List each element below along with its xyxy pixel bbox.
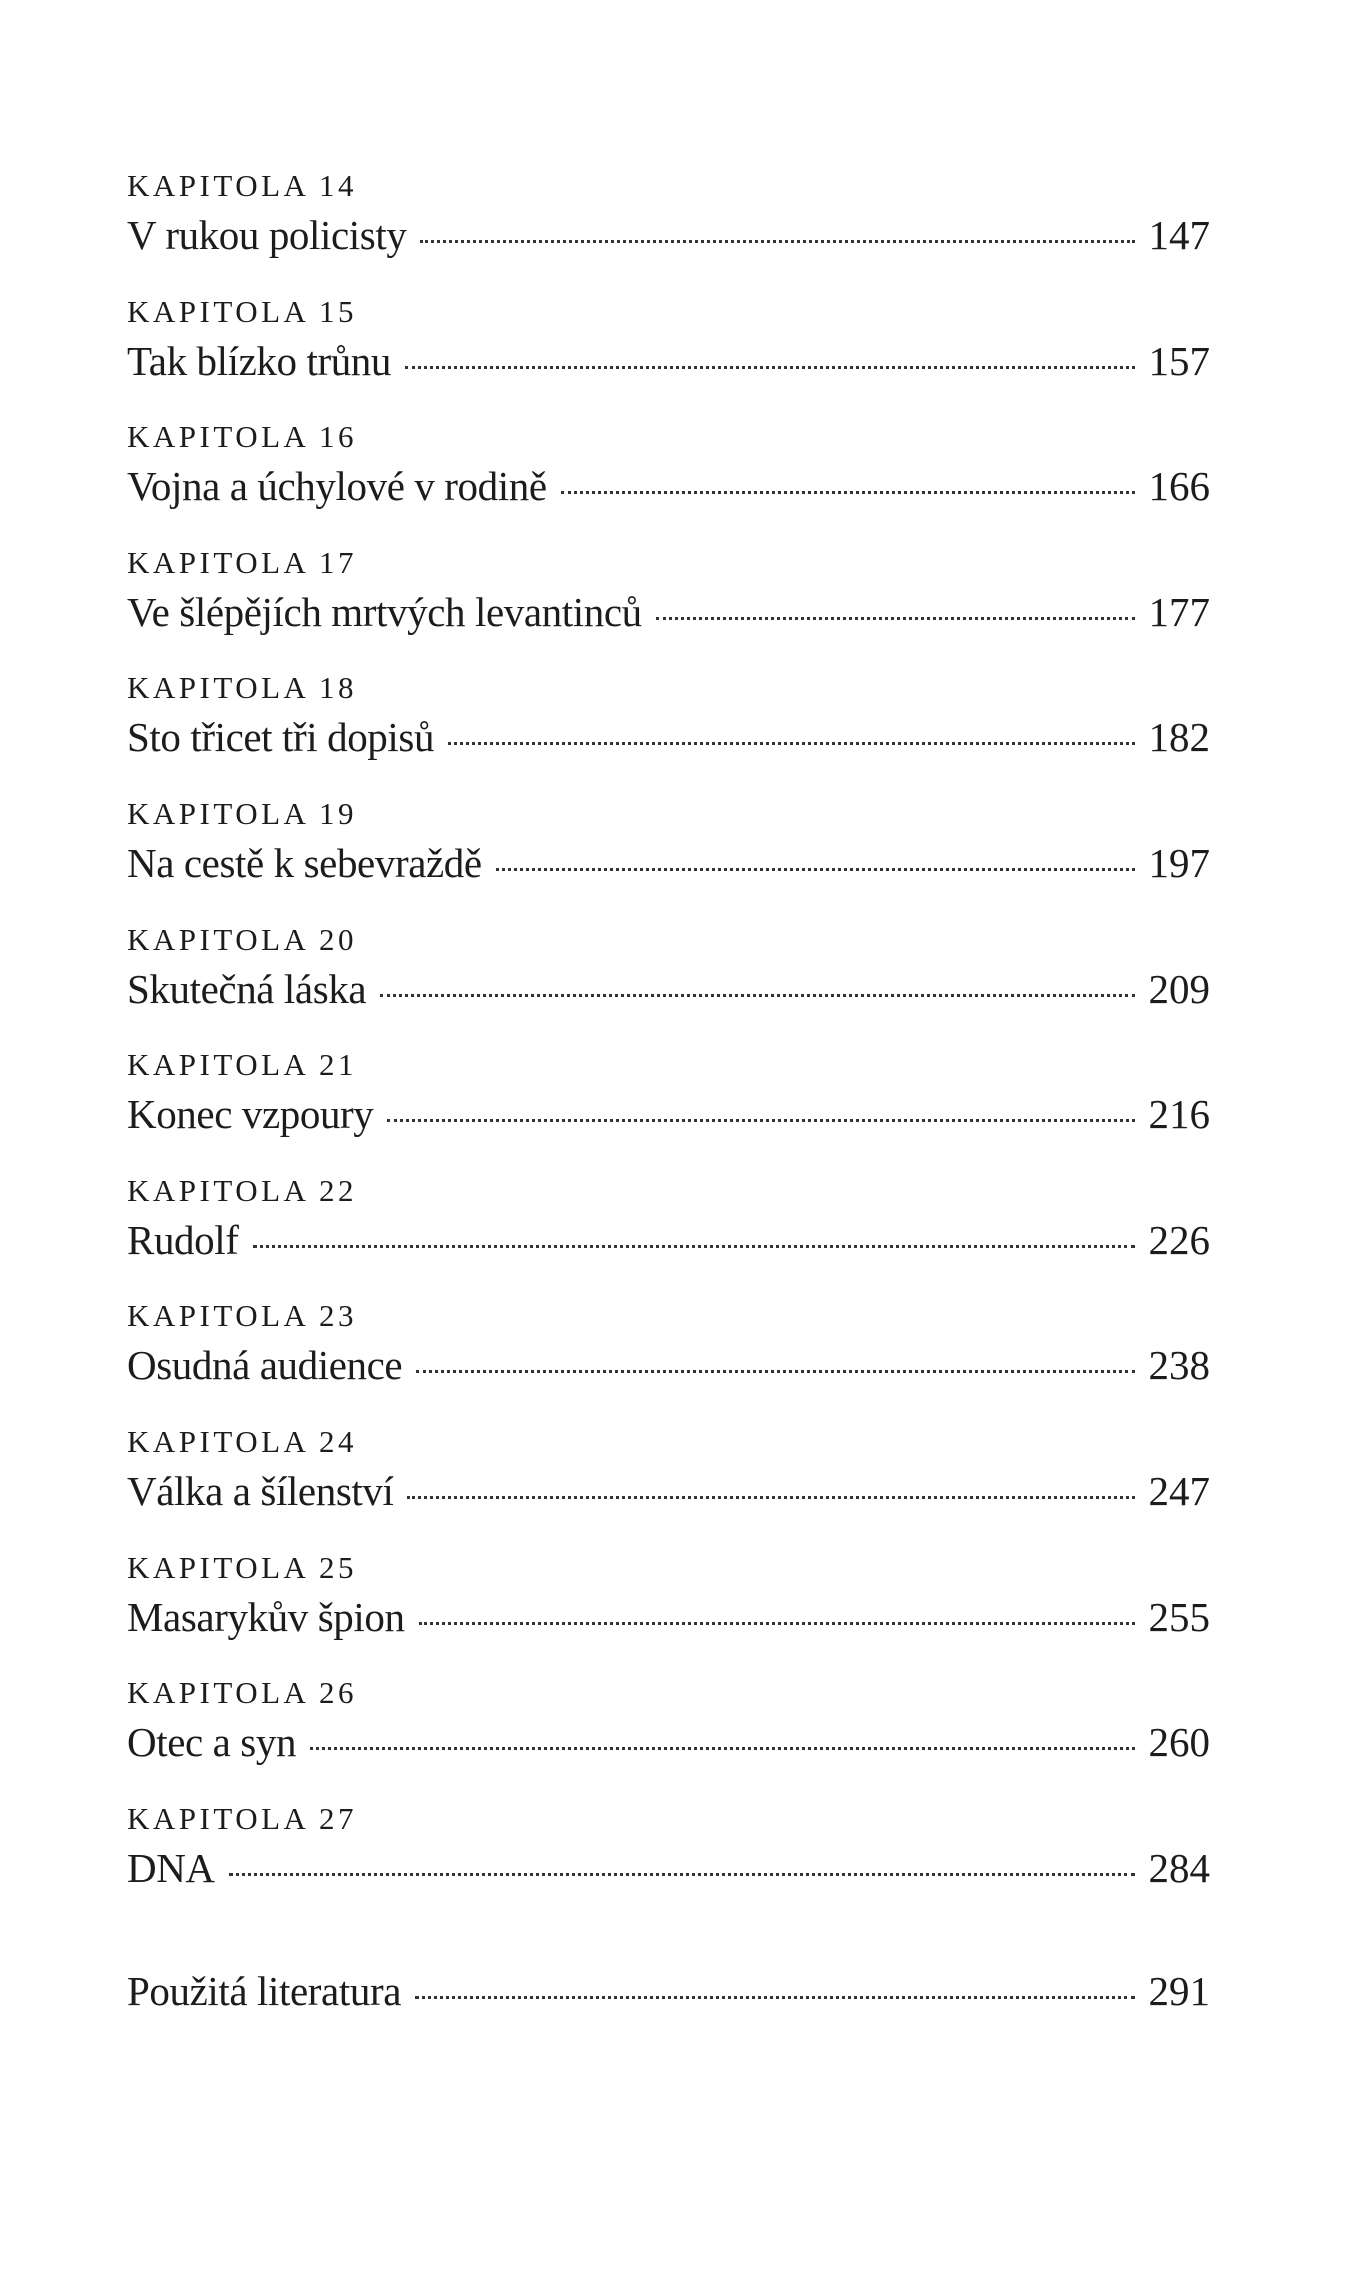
toc-title-line [127,838,1210,888]
chapter-title: Na cestě k sebevraždě [127,839,482,886]
toc-title-line [127,964,1210,1014]
page-number: 260 [1148,1719,1210,1766]
chapter-label: KAPITOLA 17 [127,544,357,580]
dot-leader [420,240,1134,243]
dot-leader [405,366,1134,369]
page-number: 166 [1148,463,1210,510]
chapter-title: Válka a šílenství [127,1467,394,1514]
chapter-label: KAPITOLA 21 [127,1047,357,1083]
chapter-label: KAPITOLA 19 [127,795,357,831]
toc-entry-24 [127,1424,1210,1550]
page-number: 177 [1148,588,1210,635]
page-number: 197 [1148,839,1210,886]
page-number: 209 [1148,965,1210,1012]
toc-title-line [127,1340,1210,1390]
chapter-label: KAPITOLA 26 [127,1675,357,1711]
toc-title-line [127,336,1210,386]
toc-title-line [127,1717,1210,1767]
table-of-contents [127,168,1210,1926]
chapter-label: KAPITOLA 15 [127,293,357,329]
dot-leader [496,868,1135,871]
toc-title-line [127,712,1210,762]
toc-entry-26 [127,1675,1210,1801]
chapter-title: Skutečná láska [127,965,367,1012]
chapter-title: Otec a syn [127,1719,297,1766]
page-number: 291 [1148,1968,1210,2014]
chapter-title: Vojna a úchylové v rodině [127,463,547,510]
toc-entry-20 [127,922,1210,1048]
chapter-title: DNA [127,1844,215,1891]
toc-entry-25 [127,1550,1210,1676]
chapter-label: KAPITOLA 25 [127,1549,357,1585]
chapter-title: Sto třicet tři dopisů [127,714,435,761]
page-number: 147 [1148,212,1210,258]
chapter-label: KAPITOLA 16 [127,419,357,455]
page-number: 247 [1148,1467,1210,1514]
page-number: 284 [1148,1844,1210,1891]
chapter-label: KAPITOLA 20 [127,921,357,957]
dot-leader [656,617,1135,620]
chapter-title: Konec vzpoury [127,1091,374,1138]
chapter-label: KAPITOLA 27 [127,1800,357,1836]
toc-title-line [127,210,1210,260]
toc-entry-21 [127,1047,1210,1173]
toc-title-line [127,587,1210,637]
toc-entry-19 [127,796,1210,922]
page-number: 157 [1148,337,1210,384]
chapter-label: KAPITOLA 22 [127,1172,357,1208]
toc-title-line [127,1215,1210,1265]
page-number: 226 [1148,1216,1210,1263]
page-number: 238 [1148,1342,1210,1389]
toc-entry-18 [127,670,1210,796]
toc-title-line [127,1592,1210,1642]
toc-entry-23 [127,1298,1210,1424]
dot-leader [380,994,1134,997]
dot-leader [310,1747,1134,1750]
toc-entry-27 [127,1801,1210,1927]
chapter-title: V rukou policisty [127,212,407,258]
toc-entry-literature [127,1966,1210,2016]
chapter-label: KAPITOLA 14 [127,168,357,203]
toc-entry-14 [127,168,1210,294]
chapter-label: KAPITOLA 23 [127,1298,357,1334]
dot-leader [387,1119,1134,1122]
dot-leader [561,491,1135,494]
toc-entry-16 [127,419,1210,545]
chapter-title: Rudolf [127,1216,239,1263]
chapter-title: Osudná audience [127,1342,403,1389]
dot-leader [448,742,1134,745]
dot-leader [407,1496,1134,1499]
chapter-label: KAPITOLA 24 [127,1423,357,1459]
toc-title-line [127,1843,1210,1893]
page-number: 255 [1148,1593,1210,1640]
page-number: 216 [1148,1091,1210,1138]
dot-leader [416,1370,1134,1373]
chapter-title: Ve šlépějích mrtvých levantinců [127,588,642,635]
chapter-title: Masarykův špion [127,1593,405,1640]
dot-leader [253,1245,1135,1248]
chapter-title: Tak blízko trůnu [127,337,392,384]
toc-title-line [127,461,1210,511]
toc-entry-15 [127,294,1210,420]
literature-title: Použitá literatura [127,1968,401,2014]
page-number: 182 [1148,714,1210,761]
dot-leader [419,1622,1135,1625]
dot-leader [415,1996,1135,1999]
chapter-label: KAPITOLA 18 [127,670,357,706]
toc-entry-17 [127,545,1210,671]
toc-title-line [127,1466,1210,1516]
dot-leader [229,1873,1135,1876]
toc-entry-22 [127,1173,1210,1299]
toc-title-line [127,1089,1210,1139]
